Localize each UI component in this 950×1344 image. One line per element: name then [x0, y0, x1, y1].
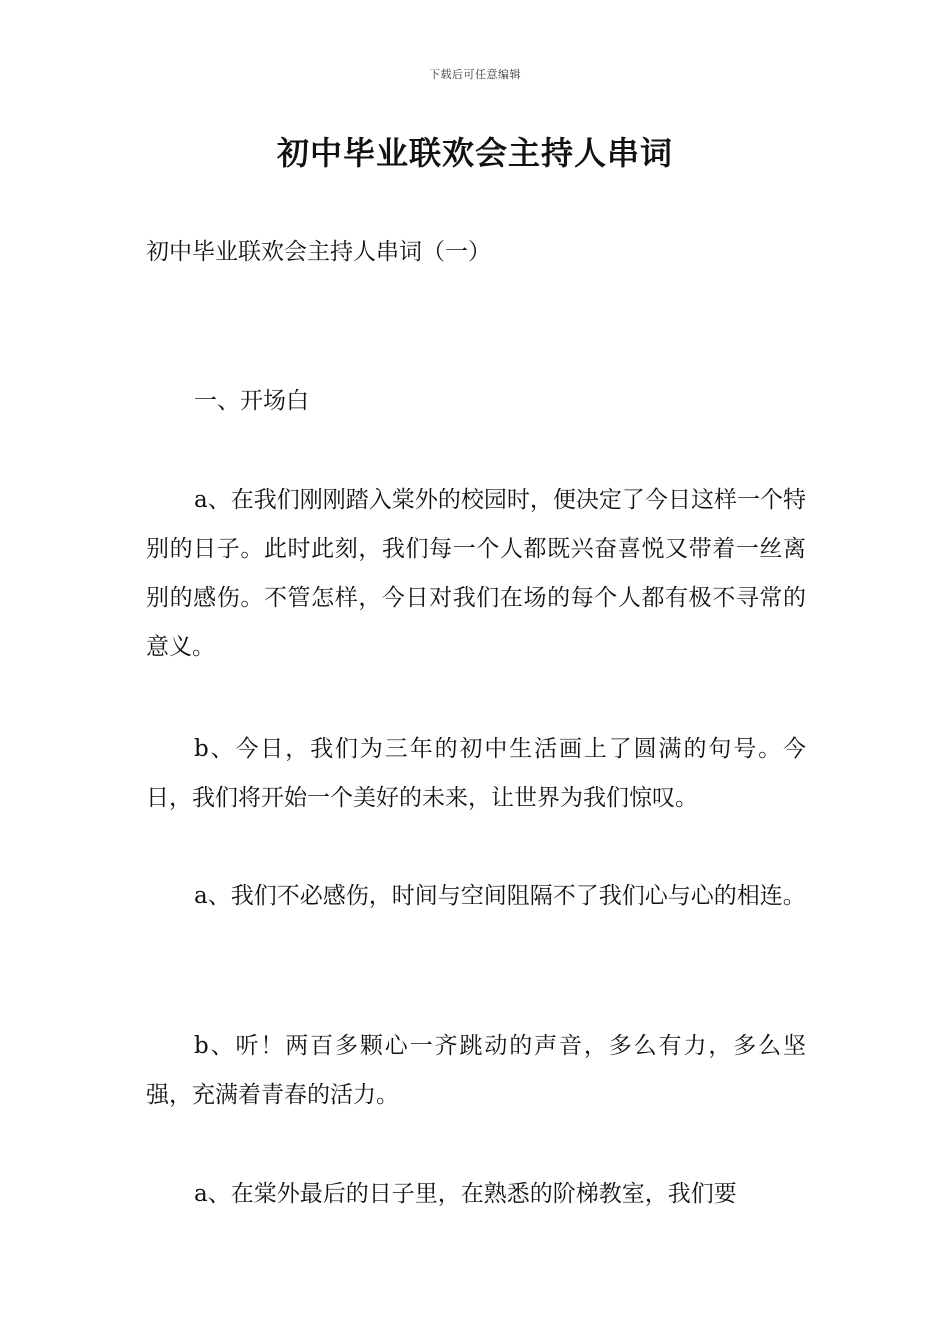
paragraph: a、在棠外最后的日子里，在熟悉的阶梯教室，我们要: [194, 1181, 737, 1207]
subtitle: 初中毕业联欢会主持人串词（一）: [146, 239, 491, 265]
header-note: 下载后可任意编辑: [429, 68, 521, 81]
document-title: 初中毕业联欢会主持人串词: [276, 134, 673, 172]
paragraph: b、听！两百多颗心一齐跳动的声音，多么有力，多么坚强，充满着青春的活力。: [146, 1033, 806, 1108]
paragraph: a、在我们刚刚踏入棠外的校园时，便决定了今日这样一个特别的日子。此时此刻，我们每一个人都既兴奋喜悦又带着一丝离别的感伤。不管怎样，今日对我们在场的每个人都有极不寻常的意义。: [146, 487, 806, 660]
paragraph: a、我们不必感伤，时间与空间阻隔不了我们心与心的相连。: [194, 883, 806, 909]
paragraph: b、今日，我们为三年的初中生活画上了圆满的句号。今日，我们将开始一个美好的未来，让世界为我们惊叹。: [146, 736, 806, 811]
section-heading: 一、开场白: [194, 388, 309, 414]
